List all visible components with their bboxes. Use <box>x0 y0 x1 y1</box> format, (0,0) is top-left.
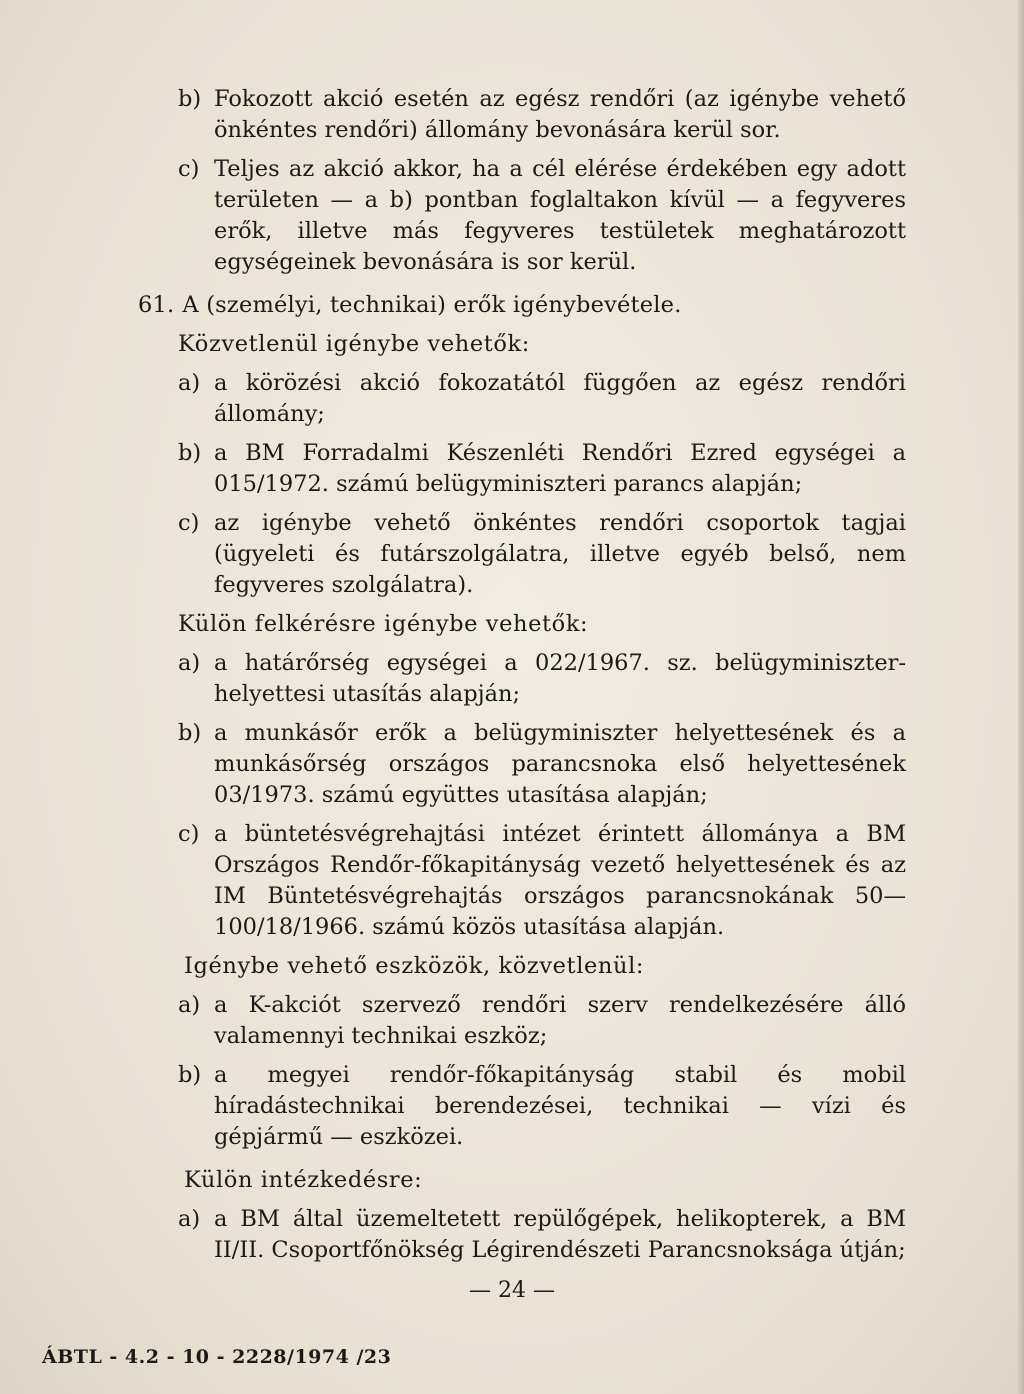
page-edge <box>1018 0 1024 1394</box>
item-text: a BM Forradalmi Készenléti Rendőri Ezred egységei a 015/1972. számú belügyminiszteri parancs alapján; <box>214 440 906 497</box>
tools-heading: Igénybe vehető eszközök, közvetlenül: <box>184 953 645 979</box>
request-item-b <box>178 718 906 811</box>
item-text: az igénybe vehető önkéntes rendőri csoportok tagjai (ügyeleti és futárszolgálatra, illetve egyéb belső, nem fegyveres szolgálatra). <box>214 510 906 598</box>
item-text: a K-akciót szervező rendőri szerv rendelkezésére álló valamennyi technikai eszköz; <box>214 992 906 1049</box>
direct-item-a <box>178 368 906 430</box>
request-item-c <box>178 819 906 943</box>
direct-heading: Közvetlenül igénybe vehetők: <box>178 331 530 357</box>
item-label: a) <box>178 370 201 396</box>
section-heading <box>138 290 906 321</box>
section-title: A (személyi, technikai) erők igénybevétele. <box>182 292 682 318</box>
item-label: b) <box>178 86 202 112</box>
item-label: a) <box>178 992 201 1018</box>
request-item-a <box>178 648 906 710</box>
item-label: c) <box>178 510 200 536</box>
item-text: Fokozott akció esetén az egész rendőri (az igénybe vehető önkéntes rendőri) állomány bevonására kerül sor. <box>214 86 906 143</box>
tools-item-b <box>178 1060 906 1153</box>
section-number: 61. <box>138 292 175 318</box>
item-label: b) <box>178 440 202 466</box>
item-label: b) <box>178 1062 202 1088</box>
archive-reference: ÁBTL - 4.2 - 10 - 2228/1974 /23 <box>42 1346 392 1368</box>
item-text: a büntetésvégrehajtási intézet érintett állománya a BM Országos Rendőr-főkapitányság vezető helyettesének és az IM Büntetésvégrehajtás országos parancsnokának 50—100/18/1966. számú közös utasítása alapján. <box>214 821 906 940</box>
item-text: Teljes az akció akkor, ha a cél elérése érdekében egy adott területen — a b) pontban foglaltakon kívül — a fegyveres erők, illetve más fegyveres testületek meghatározott egységeinek bevonására is sor kerül. <box>214 156 906 275</box>
item-label: b) <box>178 720 202 746</box>
item-label: c) <box>178 156 200 182</box>
item-text: a megyei rendőr-főkapitányság stabil és mobil híradástechnikai berendezései, technikai — vízi és gépjármű — eszközei. <box>214 1062 906 1150</box>
item-text: a BM által üzemeltetett repülőgépek, helikopterek, a BM II/II. Csoportfőnökség Légirendészeti Parancsnoksága útján; <box>214 1206 906 1263</box>
direct-item-b <box>178 438 906 500</box>
special-heading: Külön intézkedésre: <box>184 1167 423 1193</box>
item-label: a) <box>178 1206 201 1232</box>
item-text: a körözési akció fokozatától függően az egész rendőri állomány; <box>214 370 906 427</box>
request-heading: Külön felkérésre igénybe vehetők: <box>178 611 589 637</box>
direct-item-c <box>178 508 906 601</box>
tools-item-a <box>178 990 906 1052</box>
page-number: — 24 — <box>469 1278 555 1303</box>
item-text: a határőrség egységei a 022/1967. sz. belügyminiszter-helyettesi utasítás alapján; <box>214 650 906 707</box>
paragraph-c-teljes <box>178 154 906 278</box>
document-body <box>138 84 906 1266</box>
paragraph-b-fokozott <box>178 84 906 146</box>
item-text: a munkásőr erők a belügyminiszter helyettesének és a munkásőrség országos parancsnoka első helyettesének 03/1973. számú együttes utasítása alapján; <box>214 720 906 808</box>
item-label: c) <box>178 821 200 847</box>
item-label: a) <box>178 650 201 676</box>
special-item-a <box>178 1204 906 1266</box>
